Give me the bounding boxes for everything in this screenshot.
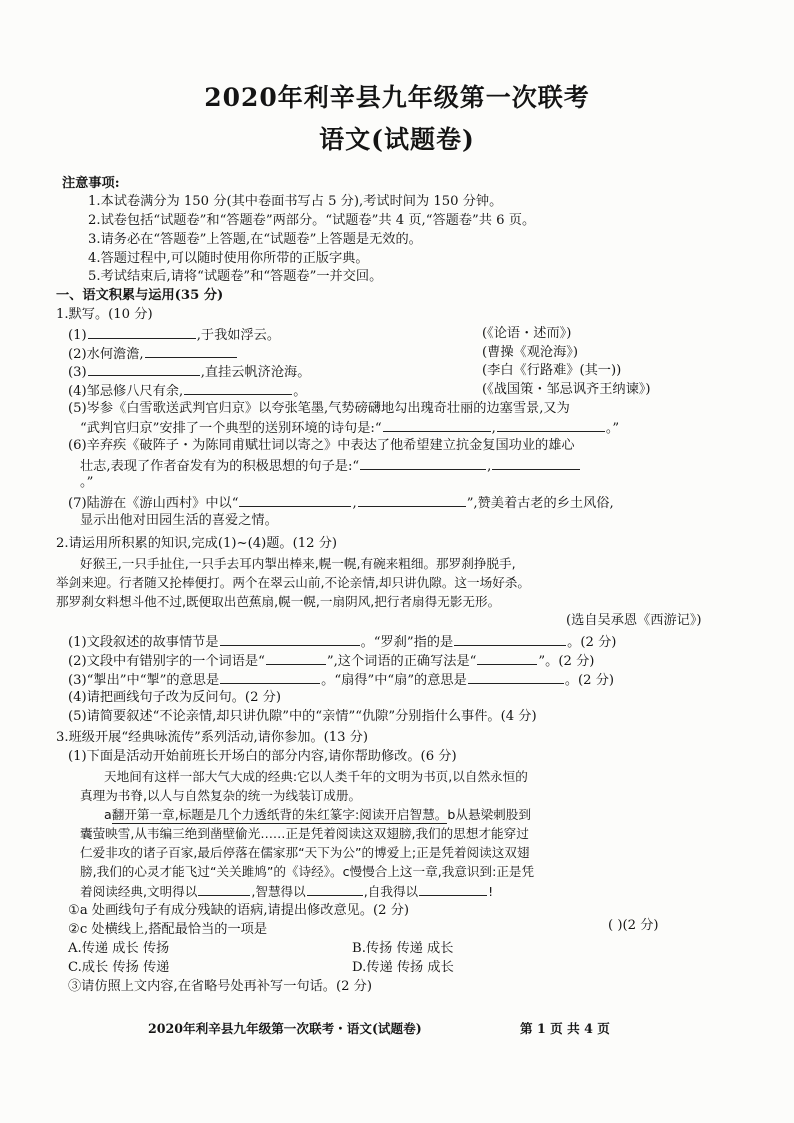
- q2-sub-4: (4)请把画线句子改为反问句。(2 分): [68, 690, 281, 705]
- q1-line-7b: 显示出他对田园生活的喜爱之情。: [80, 513, 278, 528]
- q1-line-3: (3) ,直挂云帆济沧海。: [68, 362, 310, 380]
- answer-blank[interactable]: [184, 381, 292, 395]
- answer-blank[interactable]: [88, 325, 196, 339]
- notice-item: 3.请务必在“答题卷”上答题,在“试题卷”上答题是无效的。: [88, 232, 422, 247]
- section-heading: 一、语文积累与运用(35 分): [56, 288, 224, 303]
- exam-title: 2020年利辛县九年级第一次联考: [204, 83, 590, 112]
- question-2-heading: 2.请运用所积累的知识,完成(1)~(4)题。(12 分): [56, 536, 338, 551]
- passage-line: 那罗刹女料想斗他不过,既便取出芭蕉扇,幌一幌,一扇阴风,把行者扇得无影无形。: [56, 594, 501, 609]
- q1-line-6b: 壮志,表现了作者奋发有为的积极思想的句子是:“ ,: [80, 456, 581, 474]
- answer-blank[interactable]: [419, 882, 487, 896]
- notice-item: 1.本试卷满分为 150 分(其中卷面书写占 5 分),考试时间为 150 分钟。: [88, 194, 503, 209]
- q1-line-5a: (5)岑参《白雪歌送武判官归京》以夸张笔墨,气势磅礴地勾出瑰奇壮丽的边塞雪景,又为: [68, 401, 570, 416]
- passage-source: (选自吴承恩《西游记》): [566, 613, 702, 628]
- notice-item: 5.考试结束后,请将“试题卷”和“答题卷”一并交回。: [88, 269, 383, 284]
- question-3-heading: 3.班级开展“经典咏流传”系列活动,请你参加。(13 分): [56, 730, 369, 745]
- answer-blank[interactable]: [220, 670, 320, 684]
- speech-line: 着阅读经典,文明得以 ,智慧得以 ,自我得以 !: [80, 884, 494, 899]
- answer-blank[interactable]: [145, 344, 237, 358]
- q2-sub-1: (1)文段叙述的故事情节是 。“罗刹”指的是 。(2 分): [68, 632, 616, 650]
- citation: (《论语・述而》): [482, 326, 572, 341]
- answer-blank[interactable]: [220, 632, 360, 646]
- answer-blank[interactable]: [198, 882, 250, 896]
- passage-line: 举剑来迎。行者随又抡棒便打。两个在翠云山前,不论亲情,却只讲仇隙。这一场好杀。: [56, 575, 530, 590]
- answer-blank[interactable]: [266, 651, 326, 665]
- q1-line-5b: “武判官归京”安排了一个典型的送别环境的诗句是:“ , 。”: [80, 418, 619, 436]
- option-c: C.成长 传扬 传递: [68, 960, 170, 975]
- answer-blank[interactable]: [468, 670, 564, 684]
- answer-blank[interactable]: [239, 493, 351, 507]
- answer-blank[interactable]: [307, 882, 363, 896]
- q2-sub-5: (5)请简要叙述“不论亲情,却只讲仇隙”中的“亲情”“仇隙”分别指什么事件。(4 分): [68, 709, 537, 724]
- option-d: D.传递 传扬 成长: [352, 960, 454, 975]
- citation: (《战国策・邹忌讽齐王纳谏》): [482, 382, 651, 397]
- speech-line: 真理为书脊,以人与自然复杂的统一为线装订成册。: [80, 788, 362, 803]
- q3-sub-1: (1)下面是活动开始前班长开场白的部分内容,请你帮助修改。(6 分): [68, 749, 457, 764]
- answer-blank[interactable]: [454, 632, 566, 646]
- passage-line: 好猴王,一只手扯住,一只手去耳内掣出棒来,幌一幌,有碗来粗细。那罗刹挣脱手,: [80, 556, 516, 571]
- underlined-sentence: 翻开第一章,标题是几个力透纸背的朱红篆字:阅读开启智慧。: [111, 807, 448, 822]
- question-1-heading: 1.默写。(10 分): [56, 307, 153, 322]
- answer-blank[interactable]: [358, 493, 466, 507]
- answer-blank[interactable]: [383, 418, 491, 432]
- answer-blank[interactable]: [477, 651, 537, 665]
- speech-line: 天地间有这样一部大气大成的经典:它以人类千年的文明为书页,以自然永恒的: [104, 769, 528, 784]
- citation: (李白《行路难》(其一)): [482, 363, 622, 378]
- answer-blank[interactable]: [88, 362, 200, 376]
- q3-item-c: ②c 处横线上,搭配最恰当的一项是: [68, 922, 268, 937]
- option-b: B.传扬 传递 成长: [352, 941, 454, 956]
- notice-item: 2.试卷包括“试题卷”和“答题卷”两部分。“试题卷”共 4 页,“答题卷”共 6 页。: [88, 213, 536, 228]
- q1-line-7a: (7)陆游在《游山西村》中以“ , ”,赞美着古老的乡土风俗,: [68, 493, 614, 511]
- answer-blank[interactable]: [360, 456, 486, 470]
- footer-title: 2020年利辛县九年级第一次联考・语文(试题卷): [148, 1021, 422, 1036]
- q2-sub-3: (3)“掣出”中“掣”的意思是 。“扇得”中“扇”的意思是 。(2 分): [68, 670, 614, 688]
- q1-line-1: (1) ,于我如浮云。: [68, 325, 280, 343]
- q1-line-6a: (6)辛弃疾《破阵子・为陈同甫赋壮词以寄之》中表达了他希望建立抗金复国功业的雄心: [68, 438, 575, 453]
- answer-blank[interactable]: [497, 418, 605, 432]
- exam-subtitle: 语文(试题卷): [319, 125, 475, 154]
- answer-blank[interactable]: [492, 456, 580, 470]
- speech-line: 仁爱非攻的诸子百家,最后停落在儒家那“天下为公”的博爱上;正是凭着阅读这双翅: [80, 845, 530, 860]
- notice-item: 4.答题过程中,可以随时使用你所带的正版字典。: [88, 251, 369, 266]
- speech-line: a翻开第一章,标题是几个力透纸背的朱红篆字:阅读开启智慧。b从悬梁刺股到: [104, 807, 531, 822]
- notice-heading: 注意事项:: [62, 176, 120, 191]
- speech-line: 囊萤映雪,从韦编三绝到凿壁偷光……正是凭着阅读这双翅膀,我们的思想才能穿过: [80, 826, 529, 841]
- q1-line-2: (2)水何澹澹,: [68, 344, 238, 362]
- q1-line-4: (4)邹忌修八尺有余, 。: [68, 381, 306, 399]
- option-a: A.传递 成长 传扬: [68, 941, 170, 956]
- q3-item-3: ③请仿照上文内容,在省略号处再补写一句话。(2 分): [68, 979, 372, 994]
- answer-bracket[interactable]: ( )(2 分): [608, 918, 659, 933]
- q1-line-6c: 。”: [80, 475, 94, 490]
- page-number: 第 1 页 共 4 页: [520, 1021, 610, 1036]
- q3-item-a: ①a 处画线句子有成分残缺的语病,请提出修改意见。(2 分): [68, 903, 410, 918]
- citation: (曹操《观沧海》): [482, 345, 579, 360]
- speech-line: 膀,我们的心灵才能飞过“关关雎鸠”的《诗经》。c慢慢合上这一章,我意识到:正是凭: [80, 864, 535, 879]
- q2-sub-2: (2)文段中有错别字的一个词语是“ ”,这个词语的正确写法是“ ”。(2 分): [68, 651, 594, 669]
